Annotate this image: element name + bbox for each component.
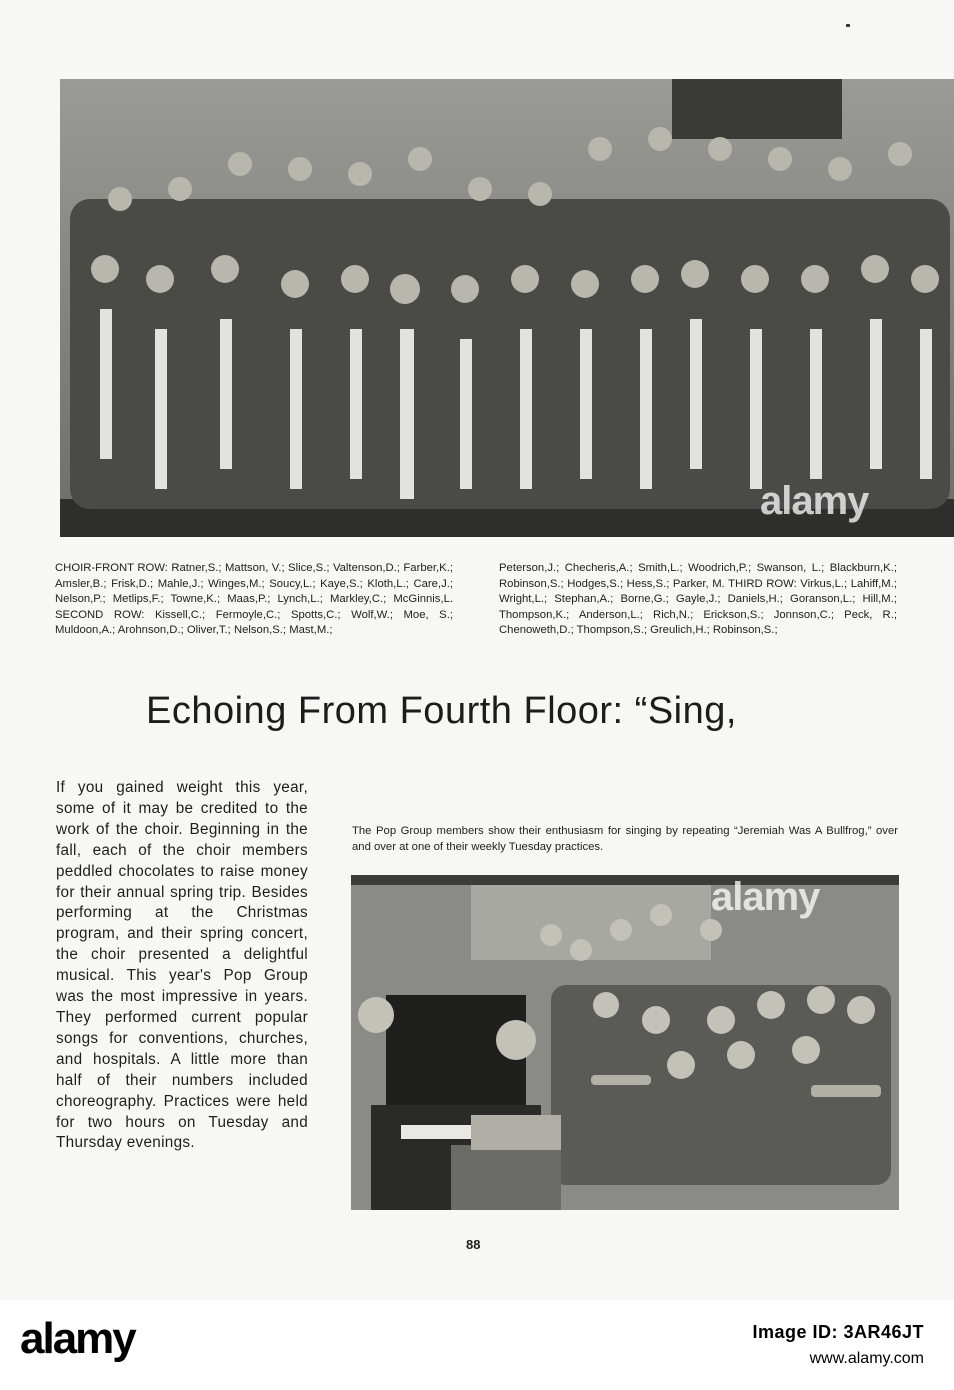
site-url: www.alamy.com	[809, 1350, 924, 1367]
watermark: alamy	[711, 875, 820, 919]
pop-photo-graphic	[351, 875, 899, 1210]
alamy-logo: alamy	[20, 1314, 135, 1363]
page-headline: Echoing From Fourth Floor: “Sing,	[146, 690, 737, 732]
pop-group-caption: The Pop Group members show their enthusiasm for singing by repeating “Jeremiah Was A Bullfrog,” over and over at one of their weekly Tuesday practices.	[352, 825, 898, 853]
image-id: Image ID: 3AR46JT	[752, 1322, 924, 1342]
choir-photo-graphic	[60, 79, 954, 537]
choir-group-photo	[60, 79, 954, 537]
page-number: 88	[466, 1237, 481, 1252]
choir-caption-column-2: Peterson,J.; Checheris,A.; Smith,L.; Woodrich,P.; Swanson, L.; Blackburn,K.; Robinson,S.; Hodges,S.; Hess,S.; Parker, M. THIRD ROW: Virkus,L.; Lahiff,M.; Wright,L.; Stephan,A.; Borne,G.; Gayle,J.; Daniels,H.; Goranson,L.; Hill,M.; Thompson,K.; Anderson,L.; Rich,N.; Erickson,S.; Jonnson,C.; Peck, R.; Chenoweth,D.; Thompson,S.; Greulich,H.; Robinson,S.;	[499, 562, 897, 637]
pop-group-photo	[351, 875, 899, 1210]
choir-caption-column-1: CHOIR-FRONT ROW: Ratner,S.; Mattson, V.; Slice,S.; Valtenson,D.; Farber,K.; Amsler,B.; Frisk,D.; Mahle,J.; Winges,M.; Soucy,L.; Kaye,S.; Kloth,L.; Care,J.; Nelson,P.; Metlips,F.; Towne,K.; Maas,P.; Lynch,L.; Markley,C.; McGinnis,L. SECOND ROW: Kissell,C.; Fermoyle,C.; Spotts,C.; Wolf,W.; Moe, S.; Muldoon,A.; Arohnson,D.; Oliver,T.; Nelson,S.; Mast,M.;	[55, 562, 453, 637]
article-body: If you gained weight this year, some of it may be credited to the work of the choir. Beginning in the fall, each of the choir members peddled chocolates to raise money for their annual spring trip. Besides performing at the Christmas program, and their spring concert, the choir presented a delightful musical. This year's Pop Group was the most impressive in years. They performed current popular songs for conventions, churches, and hospitals. A little more than half of their numbers included choreography. Practices were held for two hours on Tuesday and Thursday evenings.	[56, 779, 308, 1152]
watermark: alamy	[760, 479, 869, 523]
stock-footer	[0, 1300, 954, 1390]
scan-speck	[846, 24, 850, 27]
